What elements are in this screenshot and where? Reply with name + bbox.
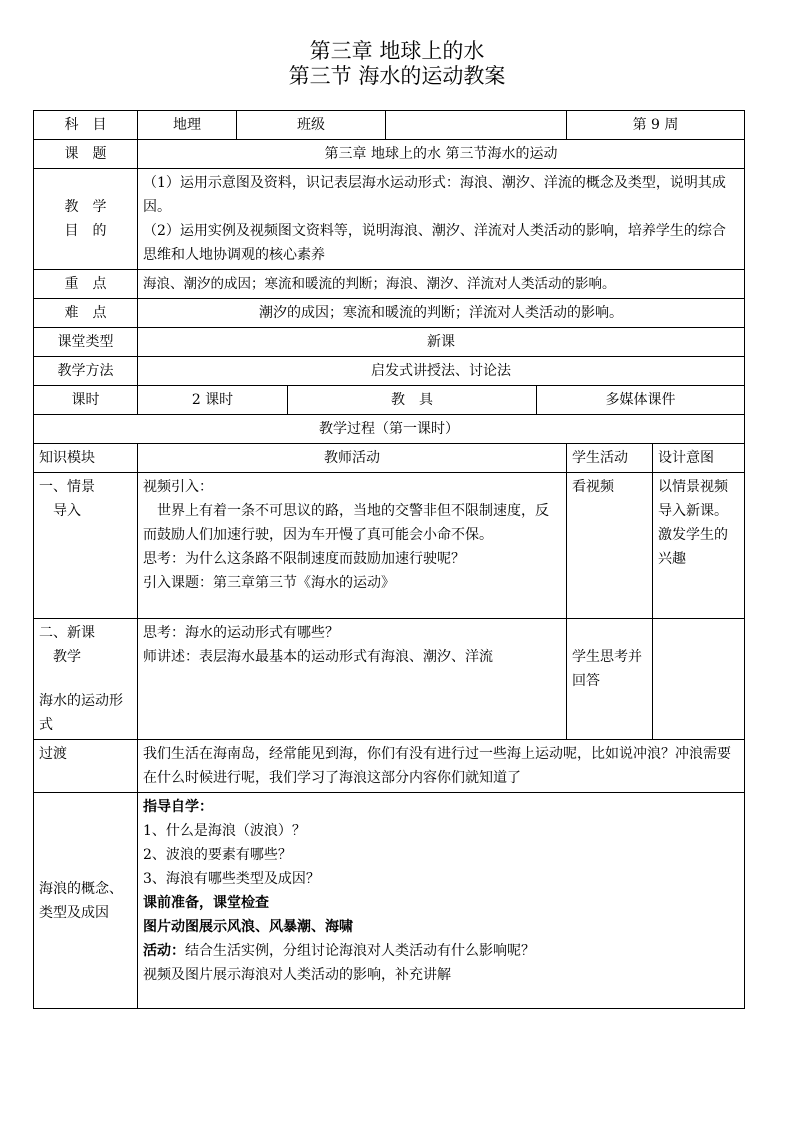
objectives-label bbox=[34, 169, 138, 270]
topic-label: 课 题 bbox=[34, 140, 138, 169]
module-line: 一、情景 bbox=[39, 479, 95, 495]
key-points-row bbox=[34, 270, 745, 299]
waves-label: 海浪的概念、类型及成因 bbox=[34, 793, 138, 1009]
process-title-row bbox=[34, 415, 745, 444]
hours-row bbox=[34, 386, 745, 415]
key-points-value: 海浪、潮汐的成因；寒流和暖流的判断；海浪、潮汐、洋流对人类活动的影响。 bbox=[138, 270, 745, 299]
subject-value: 地理 bbox=[138, 111, 237, 140]
key-points-label: 重 点 bbox=[34, 270, 138, 299]
activity-line bbox=[143, 939, 739, 963]
class-type-value: 新课 bbox=[138, 328, 745, 357]
class-type-row bbox=[34, 328, 745, 357]
subject-label: 科 目 bbox=[34, 111, 138, 140]
difficulties-row bbox=[34, 299, 745, 328]
objective-item-1: （1）运用示意图及资料，识记表层海水运动形式：海浪、潮汐、洋流的概念及类型，说明其成因。 bbox=[143, 175, 726, 215]
transition-row bbox=[34, 740, 745, 793]
waves-row bbox=[34, 793, 745, 1009]
col-design-header: 设计意图 bbox=[653, 444, 745, 473]
question-3: 3、海浪有哪些类型及成因？ bbox=[143, 871, 320, 887]
tools-value: 多媒体课件 bbox=[537, 386, 745, 415]
columns-header-row bbox=[34, 444, 745, 473]
table-row bbox=[34, 473, 745, 619]
activity-text: 结合生活实例，分组讨论海浪对人类活动有什么影响呢？ bbox=[185, 943, 535, 959]
transition-text: 我们生活在海南岛，经常能见到海，你们有没有进行过一些海上运动呢，比如说冲浪？冲浪需要在什么时候进行呢，我们学习了海浪这部分内容你们就知道了 bbox=[138, 740, 745, 793]
student-activity-cell: 看视频 bbox=[567, 473, 653, 619]
module-line: 二、新课 bbox=[39, 625, 95, 641]
last-line: 视频及图片展示海浪对人类活动的影响，补充讲解 bbox=[143, 967, 451, 983]
module-cell bbox=[34, 473, 138, 619]
process-title: 教学过程（第一课时） bbox=[34, 415, 745, 444]
show-line: 图片动图展示风浪、风暴潮、海啸 bbox=[143, 919, 353, 935]
teacher-activity-cell: 视频引入： 世界上有着一条不可思议的路，当地的交警非但不限制速度，反而鼓励人们加速行驶，因为车开慢了真可能会小命不保。 思考：为什么这条路不限制速度而鼓励加速行驶呢？ 引入课题：第三章第三节《海水的运动》 bbox=[138, 473, 567, 619]
activity-label: 活动： bbox=[143, 943, 185, 959]
objectives-content bbox=[138, 169, 745, 270]
header-row bbox=[34, 111, 745, 140]
difficulties-label: 难 点 bbox=[34, 299, 138, 328]
col-module-header: 知识模块 bbox=[34, 444, 138, 473]
method-value: 启发式讲授法、讨论法 bbox=[138, 357, 745, 386]
prep-line: 课前准备，课堂检查 bbox=[143, 895, 269, 911]
lesson-plan-table bbox=[33, 110, 745, 1009]
table-row bbox=[34, 619, 745, 740]
teacher-activity-cell: 思考：海水的运动形式有哪些？ 师讲述：表层海水最基本的运动形式有海浪、潮汐、洋流 bbox=[138, 619, 567, 740]
topic-value: 第三章 地球上的水 第三节海水的运动 bbox=[138, 140, 745, 169]
module-line: 海水的运动形式 bbox=[39, 693, 123, 733]
col-student-header: 学生活动 bbox=[567, 444, 653, 473]
guide-title: 指导自学： bbox=[143, 799, 213, 815]
difficulties-value: 潮汐的成因；寒流和暖流的判断；洋流对人类活动的影响。 bbox=[138, 299, 745, 328]
objective-item-2: （2）运用实例及视频图文资料等，说明海浪、潮汐、洋流对人类活动的影响，培养学生的综合思维和人地协调观的核心素养 bbox=[143, 223, 726, 263]
objectives-row bbox=[34, 169, 745, 270]
week-label: 第 9 周 bbox=[567, 111, 745, 140]
module-line: 导入 bbox=[39, 503, 81, 519]
method-label: 教学方法 bbox=[34, 357, 138, 386]
col-teacher-header: 教师活动 bbox=[138, 444, 567, 473]
document-subtitle: 第三节 海水的运动教案 bbox=[288, 64, 506, 88]
waves-content bbox=[138, 793, 745, 1009]
document-title: 第三章 地球上的水 bbox=[309, 39, 485, 63]
objectives-label-line2: 目 的 bbox=[64, 223, 107, 239]
tools-label: 教 具 bbox=[288, 386, 537, 415]
hours-label: 课时 bbox=[34, 386, 138, 415]
question-1: 1、什么是海浪（波浪）？ bbox=[143, 823, 306, 839]
topic-row bbox=[34, 140, 745, 169]
objectives-label-line1: 教 学 bbox=[64, 199, 107, 215]
module-cell bbox=[34, 619, 138, 740]
method-row bbox=[34, 357, 745, 386]
class-label: 班级 bbox=[237, 111, 386, 140]
transition-label: 过渡 bbox=[34, 740, 138, 793]
hours-value: 2 课时 bbox=[138, 386, 288, 415]
design-intent-cell: 以情景视频导入新课。激发学生的兴趣 bbox=[653, 473, 745, 619]
module-line: 教学 bbox=[39, 649, 81, 665]
class-value bbox=[386, 111, 567, 140]
question-2: 2、波浪的要素有哪些？ bbox=[143, 847, 292, 863]
student-activity-cell: 学生思考并回答 bbox=[567, 619, 653, 740]
design-intent-cell bbox=[653, 619, 745, 740]
class-type-label: 课堂类型 bbox=[34, 328, 138, 357]
